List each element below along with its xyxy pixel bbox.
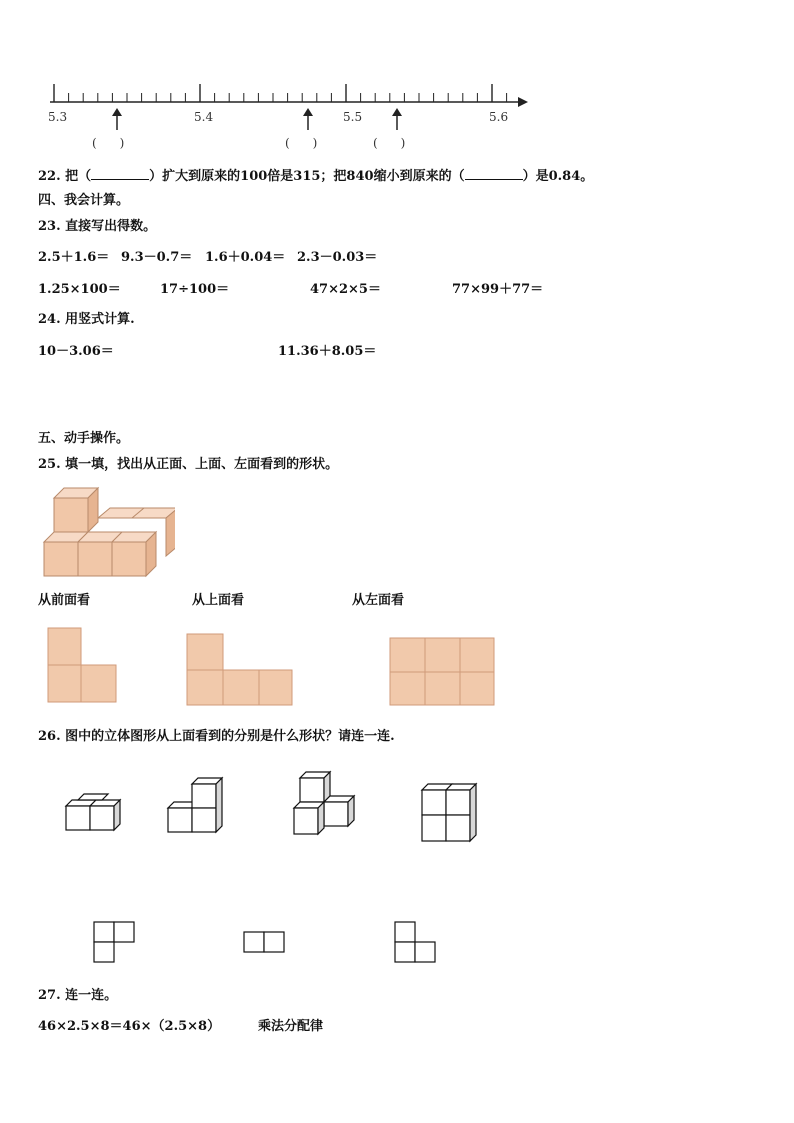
tick-label-5.4: 5.4 [194, 110, 214, 124]
q23-item-1: 2.5＋1.6＝ [38, 250, 110, 265]
tick-label-5.3: 5.3 [48, 110, 68, 124]
q23-item-6: 17÷100＝ [160, 282, 230, 297]
arrow-1 [112, 108, 122, 130]
q23-item-3: 1.6＋0.04＝ [205, 250, 286, 265]
cube-stack-figure [40, 484, 175, 580]
section-4-heading: 四、我会计算。 [38, 193, 130, 208]
solid-1 [62, 788, 128, 836]
q24-item-1: 10－3.06＝ [38, 344, 114, 359]
q22-blank-1[interactable] [91, 167, 149, 180]
solid-2 [164, 774, 230, 838]
top-view-option-3 [393, 920, 439, 966]
tick-label-5.5: 5.5 [343, 110, 363, 124]
q27-left-item: 46×2.5×8＝46×（2.5×8） [38, 1019, 221, 1034]
top-view-shape [185, 632, 295, 708]
arrow-2 [303, 108, 313, 130]
top-view-option-2 [242, 930, 288, 956]
q27-right-item: 乘法分配律 [258, 1019, 324, 1034]
q23-item-5: 1.25×100＝ [38, 282, 121, 297]
view-label-left: 从左面看 [352, 593, 405, 608]
view-label-top: 从上面看 [192, 593, 245, 608]
solid-3 [290, 768, 364, 840]
q23-item-2: 9.3－0.7＝ [121, 250, 193, 265]
front-view-shape [46, 626, 120, 704]
q23-item-7: 47×2×5＝ [310, 282, 381, 297]
q24-item-2: 11.36＋8.05＝ [278, 344, 377, 359]
q22-blank-2[interactable] [465, 167, 523, 180]
tick-label-5.6: 5.6 [489, 110, 509, 124]
left-view-shape [388, 636, 498, 708]
q22-suffix: ）是0.84。 [522, 169, 594, 184]
question-25-title: 25. 填一填，找出从正面、上面、左面看到的形状。 [38, 457, 339, 472]
section-5-heading: 五、动手操作。 [38, 431, 130, 446]
question-24-title: 24. 用竖式计算. [38, 312, 135, 327]
view-label-front: 从前面看 [38, 593, 91, 608]
arrow-3 [392, 108, 402, 130]
solid-4 [418, 780, 486, 846]
q23-item-8: 77×99＋77＝ [452, 282, 544, 297]
question-23-title: 23. 直接写出得数。 [38, 219, 157, 234]
q22-prefix: 22. 把（ [38, 169, 92, 184]
question-27-title: 27. 连一连。 [38, 988, 118, 1003]
answer-blank-1[interactable]: ( ) [92, 136, 125, 150]
question-22 [38, 167, 593, 185]
top-view-option-1 [92, 920, 138, 966]
answer-blank-2[interactable]: ( ) [285, 136, 318, 150]
answer-blank-3[interactable]: ( ) [373, 136, 406, 150]
q23-item-4: 2.3－0.03＝ [297, 250, 378, 265]
q22-mid: ）扩大到原来的100倍是315；把840缩小到原来的（ [149, 169, 465, 184]
question-26-title: 26. 图中的立体图形从上面看到的分别是什么形状？请连一连. [38, 729, 395, 744]
